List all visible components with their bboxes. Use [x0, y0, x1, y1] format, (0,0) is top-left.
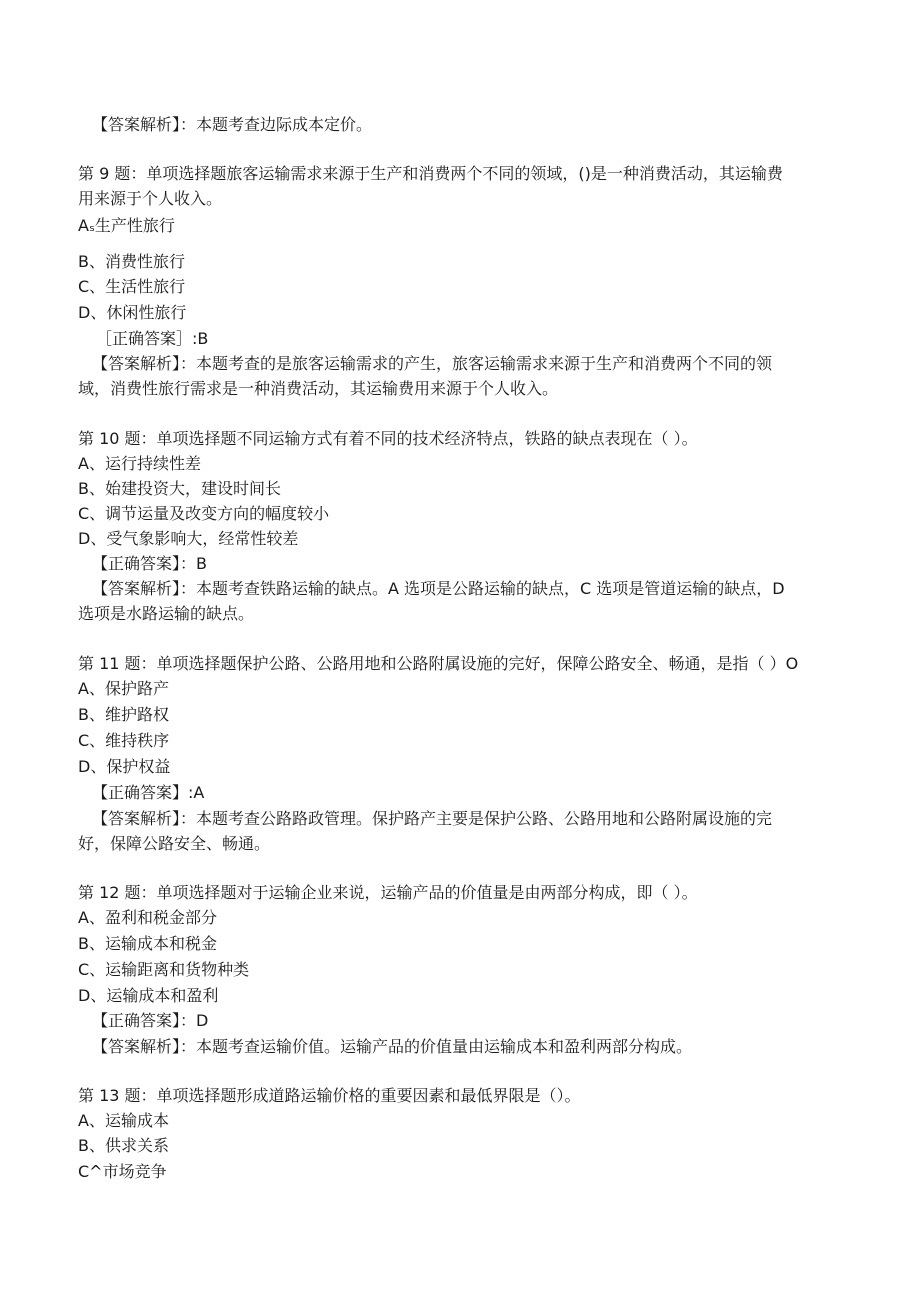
q10-question: 第 10 题：单项选择题不同运输方式有着不同的技术经济特点，铁路的缺点表现在（ ）。: [78, 429, 698, 448]
q11-option-d: D、保护权益: [78, 757, 171, 776]
q9-question-line-1: 第 9 题：单项选择题旅客运输需求来源于生产和消费两个不同的领域，()是一种消费活动，其运输费: [78, 164, 783, 183]
q11-option-c: C、维持秩序: [78, 731, 170, 750]
q13-question: 第 13 题：单项选择题形成道路运输价格的重要因素和最低界限是（）。: [78, 1086, 581, 1105]
q11-explanation-line-2: 好，保障公路安全、畅通。: [78, 834, 271, 853]
q12-explanation: 【答案解析】：本题考查运输价值。运输产品的价值量由运输成本和盈利两部分构成。: [92, 1037, 693, 1056]
q12-correct-answer: 【正确答案】：D: [92, 1011, 209, 1030]
q12-question: 第 12 题：单项选择题对于运输企业来说，运输产品的价值量是由两部分构成，即（ ）。: [78, 883, 698, 902]
q12-option-a: A、盈利和税金部分: [78, 908, 217, 927]
q13-option-a: A、运输成本: [78, 1111, 169, 1130]
q13-option-b: B、供求关系: [78, 1136, 169, 1155]
q10-explanation-line-1: 【答案解析】：本题考查铁路运输的缺点。A 选项是公路运输的缺点，C 选项是管道运输的缺点，D: [92, 579, 785, 598]
q9-option-b: B、消费性旅行: [78, 252, 185, 271]
q11-explanation-line-1: 【答案解析】：本题考查公路路政管理。保护路产主要是保护公路、公路用地和公路附属设施的完: [92, 809, 773, 828]
q11-option-a: A、保护路产: [78, 679, 169, 698]
q9-option-c: C、生活性旅行: [78, 277, 186, 296]
q10-option-b: B、始建投资大，建设时间长: [78, 479, 281, 498]
q10-explanation-line-2: 选项是水路运输的缺点。: [78, 604, 255, 623]
q9-explanation-line-1: 【答案解析】：本题考查的是旅客运输需求的产生，旅客运输需求来源于生产和消费两个不同的领: [92, 354, 773, 373]
q11-question: 第 11 题：单项选择题保护公路、公路用地和公路附属设施的完好，保障公路安全、畅通，是指（ ）O: [78, 654, 799, 673]
q8-explanation: 【答案解析】：本题考查边际成本定价。: [92, 115, 373, 134]
q11-option-b: B、维护路权: [78, 705, 169, 724]
q9-explanation-line-2: 域，消费性旅行需求是一种消费活动，其运输费用来源于个人收入。: [78, 379, 559, 398]
q13-option-c: C^市场竞争: [78, 1162, 167, 1181]
q12-option-b: B、运输成本和税金: [78, 934, 217, 953]
q10-option-c: C、调节运量及改变方向的幅度较小: [78, 504, 330, 523]
q9-question-line-2: 用来源于个人收入。: [78, 189, 223, 208]
q9-option-a: Aₛ生产性旅行: [78, 216, 175, 235]
q10-option-d: D、受气象影响大，经常性较差: [78, 529, 299, 548]
q9-correct-answer: ［正确答案］:B: [96, 329, 209, 348]
q10-correct-answer: 【正确答案】：B: [92, 554, 207, 573]
q9-option-d: D、休闲性旅行: [78, 303, 187, 322]
q11-correct-answer: 【正确答案】:A: [92, 783, 205, 802]
q12-option-c: C、运输距离和货物种类: [78, 960, 250, 979]
q12-option-d: D、运输成本和盈利: [78, 986, 219, 1005]
q10-option-a: A、运行持续性差: [78, 454, 201, 473]
